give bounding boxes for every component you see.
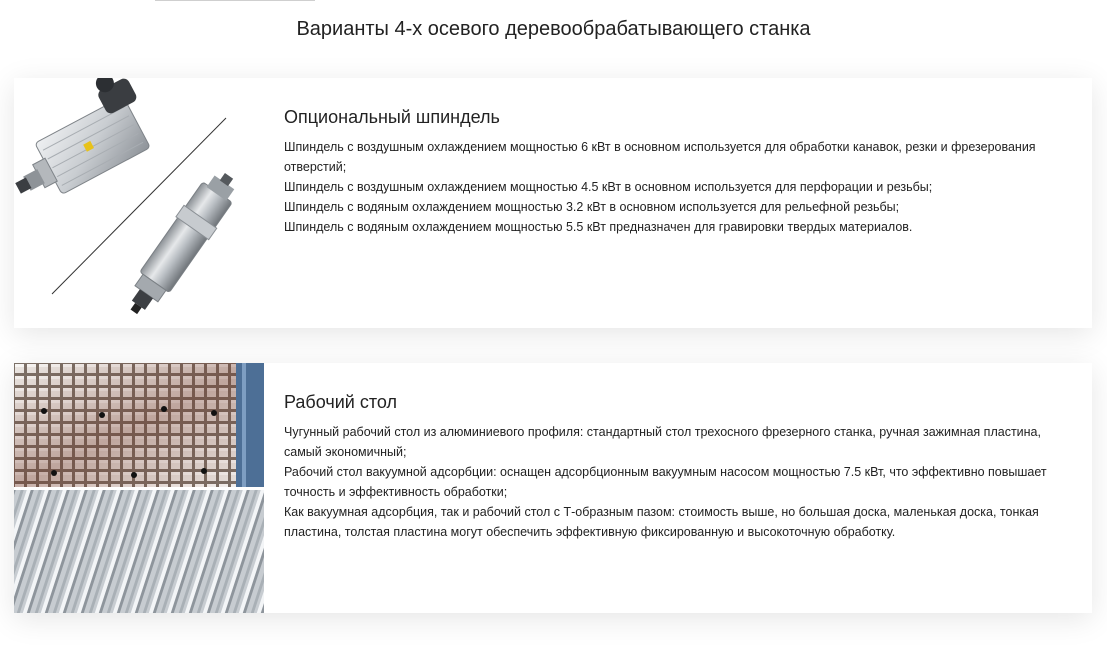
top-divider (155, 0, 315, 1)
spindle-section-card (14, 78, 1092, 328)
description-line: Шпиндель с водяным охлаждением мощностью 5.5 кВт предназначен для гравировки твердых материалов. (284, 220, 913, 234)
description-line: Рабочий стол вакуумной адсорбции: оснащен адсорбционным вакуумным насосом мощностью 7.5 кВт, что эффективно повышает точность и эффективность обработки; (284, 465, 1047, 499)
description-line: Шпиндель с воздушным охлаждением мощностью 6 кВт в основном используется для обработки канавок, резки и фрезерования отверстий; (284, 140, 1036, 174)
spindle-text (284, 105, 1064, 237)
spindle-image (14, 78, 264, 328)
worktable-text (284, 390, 1064, 542)
description-line: Шпиндель с воздушным охлаждением мощностью 4.5 кВт в основном используется для перфорации и резьбы; (284, 180, 933, 194)
description-line: Как вакуумная адсорбция, так и рабочий стол с Т-образным пазом: стоимость выше, но большая доска, маленькая доска, тонкая пластина, толстая пластина могут обеспечить эффективную фиксированную и высокоточную обработку. (284, 505, 1039, 539)
section-title: Рабочий стол (284, 392, 397, 412)
description-line: Шпиндель с водяным охлаждением мощностью 3.2 кВт в основном используется для рельефной резьбы; (284, 200, 900, 214)
worktable-section-card (14, 363, 1092, 613)
worktable-image (14, 363, 264, 613)
page-title: Варианты 4-х осевого деревообрабатывающего станка (296, 18, 811, 40)
description-line: Чугунный рабочий стол из алюминиевого профиля: стандартный стол трехосного фрезерного станка, ручная зажимная пластина, самый экономичный; (284, 425, 1041, 459)
section-title: Опциональный шпиндель (284, 107, 500, 127)
